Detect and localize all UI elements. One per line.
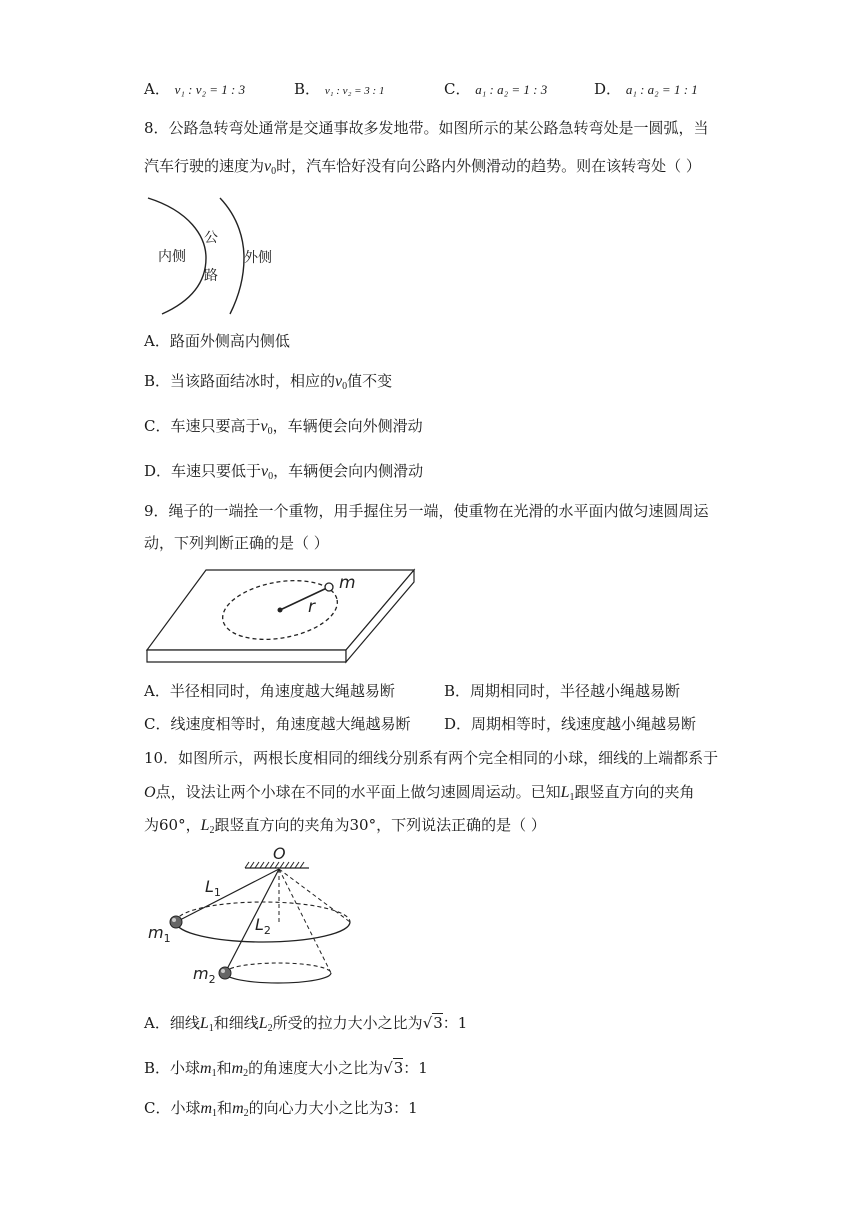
q10-stem-line1: 10．如图所示，两根长度相同的细线分别系有两个完全相同的小球，细线的上端都系于: [144, 749, 719, 767]
q9-option-a[interactable]: A．半径相同时，角速度越大绳越易断: [144, 682, 395, 700]
q9-stem-line2: 动，下列判断正确的是（ ）: [144, 534, 329, 552]
q8-stem-line1: 8．公路急转弯处通常是交通事故多发地带。如图所示的某公路急转弯处是一圆弧，当: [144, 119, 709, 137]
sqrt-symbol: √3: [422, 1014, 443, 1032]
q9-fig-r-label: r: [308, 597, 315, 617]
q10-fig-l2-label: $L_2$: [255, 915, 271, 937]
q10-fig-m2-label: $m_2$: [193, 964, 216, 986]
q7-option-b-expr: v₁ : v₂ = 3 : 1: [324, 85, 385, 97]
q8-stem-line2: 汽车行驶的速度为$v_0$时，汽车恰好没有向公路内外侧滑动的趋势。则在该转弯处（ ）: [144, 157, 701, 177]
q8-fig-outer-label: 外侧: [244, 250, 272, 266]
q10-option-a[interactable]: A．细线$L_1$和细线$L_2$所受的拉力大小之比为√3：1: [144, 1014, 468, 1034]
q7-option-d-expr: a₁ : a₂ = 1 : 1: [625, 82, 698, 97]
q7-option-c[interactable]: C． a₁ : a₂ = 1 : 3: [444, 80, 548, 98]
q7-option-b[interactable]: B． v₁ : v₂ = 3 : 1: [294, 80, 385, 98]
q8-option-c[interactable]: C．车速只要高于$v_0$，车辆便会向外侧滑动: [144, 417, 423, 437]
q10-pendulum-figure: [145, 846, 375, 986]
q7-option-c-expr: a₁ : a₂ = 1 : 3: [475, 82, 548, 97]
q10-option-c[interactable]: C．小球$m_1$和$m_2$的向心力大小之比为3：1: [144, 1099, 418, 1119]
q10-stem-line2: O点，设法让两个小球在不同的水平面上做匀速圆周运动。已知$L_1$跟竖直方向的夹角: [144, 783, 695, 803]
q8-option-d[interactable]: D．车速只要低于$v_0$，车辆便会向内侧滑动: [144, 462, 424, 482]
q8-option-b[interactable]: B．当该路面结冰时，相应的$v_0$值不变: [144, 372, 393, 392]
q8-fig-road-label-1: 公: [204, 230, 218, 246]
q7-option-a-expr: v₁ : v₂ = 1 : 3: [174, 82, 246, 97]
q8-road-figure: [144, 196, 284, 316]
q9-option-b[interactable]: B．周期相同时，半径越小绳越易断: [444, 682, 681, 700]
q9-plane-figure: [146, 568, 416, 664]
q7-option-d[interactable]: D． a₁ : a₂ = 1 : 1: [594, 80, 698, 98]
q8-option-a[interactable]: A．路面外侧高内侧低: [144, 332, 290, 350]
q9-stem-line1: 9．绳子的一端拴一个重物，用手握住另一端，使重物在光滑的水平面内做匀速圆周运: [144, 502, 709, 520]
q8-fig-road-label-2: 路: [204, 268, 218, 284]
q8-fig-inner-label: 内侧: [158, 249, 186, 265]
sqrt-symbol: √3: [383, 1059, 404, 1077]
q9-fig-m-label: m: [339, 573, 356, 593]
q10-stem-line3: 为60°，$L_2$跟竖直方向的夹角为30°，下列说法正确的是（ ）: [144, 816, 546, 836]
q10-fig-m1-label: $m_1$: [148, 923, 171, 945]
q7-option-a[interactable]: A． v₁ : v₂ = 1 : 3: [144, 80, 246, 98]
q10-fig-o-label: O: [273, 844, 286, 863]
q9-option-d[interactable]: D．周期相等时，线速度越小绳越易断: [444, 715, 697, 733]
q10-fig-l1-label: $L_1$: [205, 877, 221, 899]
q10-option-b[interactable]: B．小球$m_1$和$m_2$的角速度大小之比为√3：1: [144, 1059, 428, 1079]
q9-option-c[interactable]: C．线速度相等时，角速度越大绳越易断: [144, 715, 411, 733]
